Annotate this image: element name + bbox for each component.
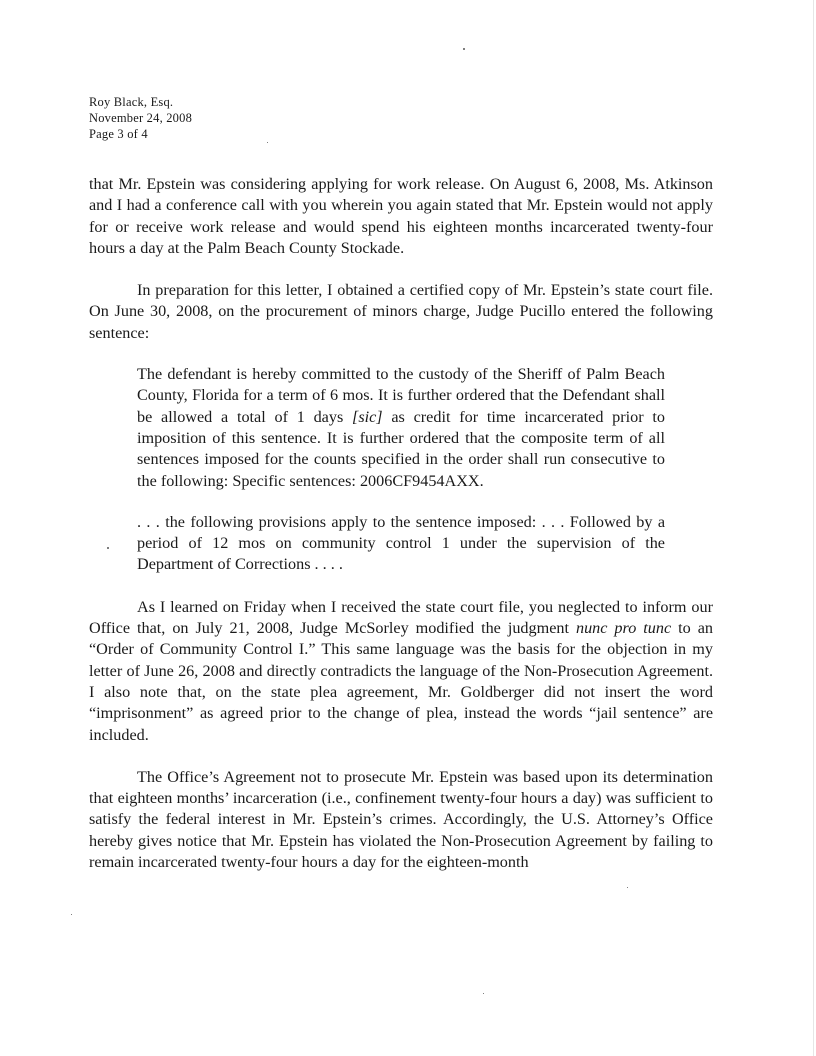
scan-edge-line xyxy=(813,0,814,1056)
quote-text-part-1: The defendant is hereby committed to the custody of the Sheriff of Palm Beach County, Florida for a term of 6 mos. It is further ordered that the Defendant shall be allowed a total of 1 days xyxy=(137,365,665,426)
scan-speck xyxy=(107,547,109,549)
letter-body xyxy=(89,174,713,873)
quote-sentence-order xyxy=(137,364,665,492)
paragraph-work-release: that Mr. Epstein was considering applying for work release. On August 6, 2008, Ms. Atkinson and I had a conference call with you wherein you again stated that Mr. Epstein would not apply for or receive work release and would spend his eighteen months incarcerated twenty-four hours a day at the Palm Beach County Stockade. xyxy=(89,175,713,257)
scan-speck xyxy=(627,887,628,888)
letter-header xyxy=(89,94,192,142)
scan-speck xyxy=(267,142,268,143)
paragraph-text-part-1: As I learned on Friday when I received the state court file, you neglected to inform our Office that, on July 21, 2008, Judge McSorley modified the judgment xyxy=(89,597,713,638)
sic-annotation: [sic] xyxy=(352,407,383,426)
paragraph-violation-notice: The Office’s Agreement not to prosecute Mr. Epstein was based upon its determination that eighteen months’ incarceration (i.e., confinement twenty-four hours a day) was sufficient to satisfy the federal interest in Mr. Epstein’s crimes. Accordingly, the U.S. Attorney’s Office hereby gives notice that Mr. Epstein has violated the Non-Prosecution Agreement by failing to remain incarcerated twenty-four hours a day for the eighteen-month xyxy=(89,767,713,872)
date-line: November 24, 2008 xyxy=(89,111,193,125)
quote-community-control: . . . the following provisions apply to the sentence imposed: . . . Followed by a period of 12 mos on community control 1 under the supervision of the Department of Corrections . . . . xyxy=(137,512,665,574)
scan-speck xyxy=(463,48,465,50)
page-number-line: Page 3 of 4 xyxy=(89,127,148,141)
addressee-line: Roy Black, Esq. xyxy=(89,95,174,109)
scan-speck xyxy=(483,993,484,994)
quote-text-part-2: as credit for time incarcerated prior to imposition of this sentence. It is further ordered that the composite term of all sentences imposed for the counts specified in the order shall run consecutive to the following: Specific sentences: 2006CF9454AXX. xyxy=(137,407,665,490)
nunc-pro-tunc-term: nunc pro tunc xyxy=(575,619,672,638)
paragraph-text-part-2: to an “Order of Community Control I.” This same language was the basis for the objection in my letter of June 26, 2008 and directly contradicts the language of the Non-Prosecution Agreement. I also note that, on the state plea agreement, Mr. Goldberger did not insert the word “imprisonment” as agreed prior to the change of plea, instead the words “jail sentence” are included. xyxy=(89,619,713,744)
scan-speck xyxy=(71,914,72,915)
paragraph-nunc-pro-tunc xyxy=(89,597,713,746)
paragraph-state-court-file: In preparation for this letter, I obtained a certified copy of Mr. Epstein’s state court file. On June 30, 2008, on the procurement of minors charge, Judge Pucillo entered the following sentence: xyxy=(89,281,713,342)
